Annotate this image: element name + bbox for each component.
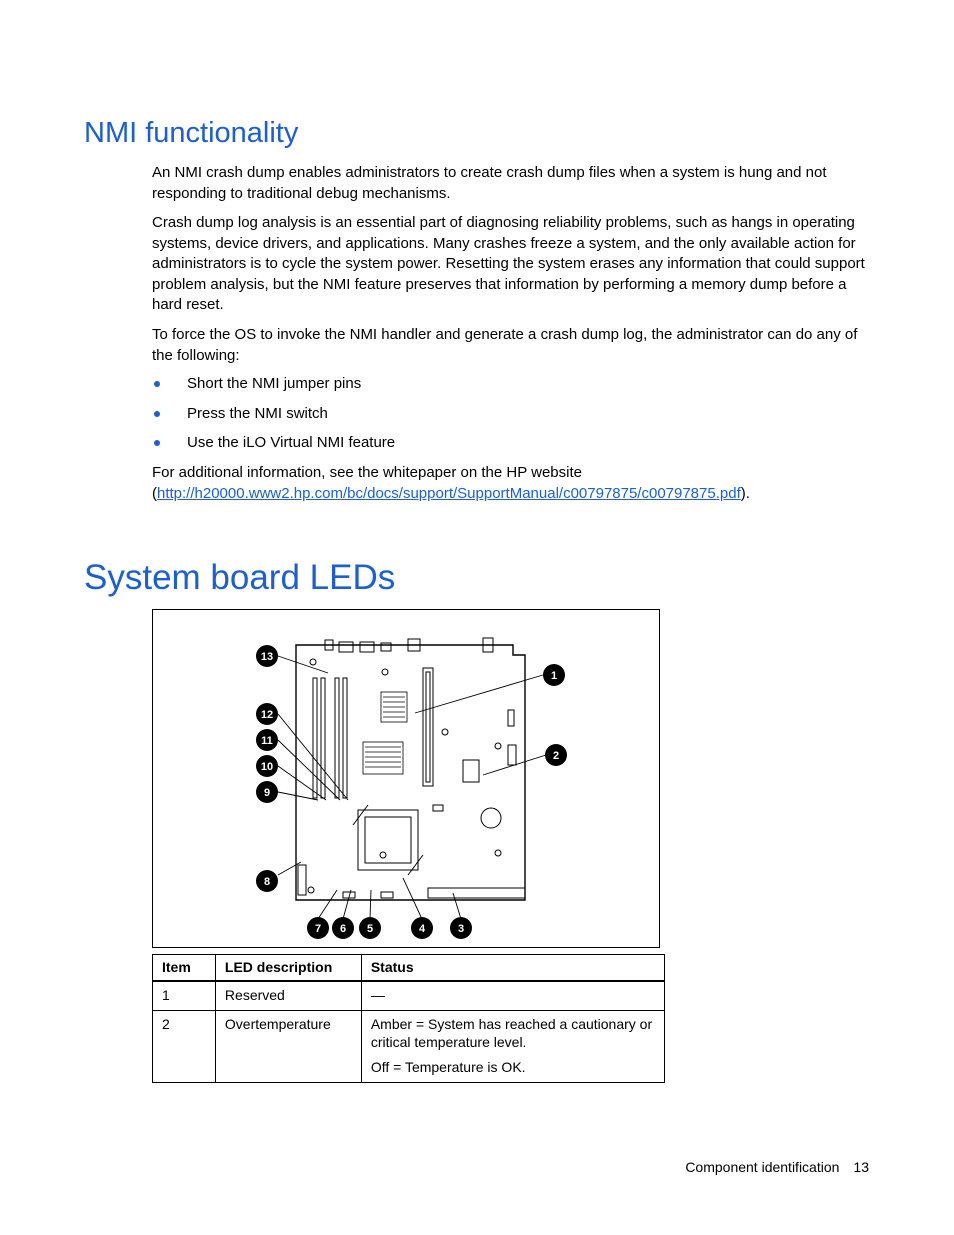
status-text: — bbox=[370, 986, 385, 1003]
callout-13 bbox=[256, 645, 278, 667]
table-header-row bbox=[153, 955, 665, 981]
callout-9 bbox=[256, 781, 278, 803]
list-item-text: Press the NMI switch bbox=[187, 404, 328, 422]
callout-5 bbox=[359, 917, 381, 939]
table-row bbox=[153, 1010, 665, 1082]
whitepaper-link[interactable]: http://h20000.www2.hp.com/bc/docs/support/SupportManual/c00797875/c00797875.pdf bbox=[157, 484, 741, 502]
open-paren: ( bbox=[152, 484, 157, 502]
description-cell: Reserved bbox=[215, 981, 361, 1011]
svg-text:6: 6 bbox=[339, 923, 347, 935]
svg-text:2: 2 bbox=[552, 750, 560, 762]
svg-text:4: 4 bbox=[418, 923, 426, 935]
force-nmi-paragraph: To force the OS to invoke the NMI handler and generate a crash dump log, the administrator can do any of the following: bbox=[152, 326, 858, 364]
callout-4 bbox=[411, 917, 433, 939]
close-paren: ). bbox=[740, 484, 750, 502]
column-header-status: Status bbox=[361, 955, 664, 981]
callout-1 bbox=[543, 664, 565, 686]
table-row bbox=[153, 981, 665, 1011]
callout-11 bbox=[256, 729, 278, 751]
callout-3 bbox=[450, 917, 472, 939]
bullet-icon bbox=[154, 440, 160, 446]
nmi-section-heading: NMI functionality bbox=[84, 117, 299, 149]
system-board-diagram bbox=[153, 610, 659, 947]
callout-6 bbox=[332, 917, 354, 939]
crash-dump-paragraph: Crash dump log analysis is an essential part of diagnosing reliability problems, such as hangs in operating systems, device drivers, and applications. Many crashes freeze a system, and the only available action for administrators is to cycle the system power. Resetting the system erases any information that could support problem analysis, but the NMI feature preserves that information by performing a memory dump before a hard reset. bbox=[152, 214, 865, 313]
callout-8 bbox=[256, 870, 278, 892]
status-cell bbox=[361, 981, 664, 1011]
bullet-icon bbox=[154, 411, 160, 417]
svg-text:5: 5 bbox=[366, 923, 374, 935]
additional-info-paragraph bbox=[152, 463, 870, 504]
page-number: 13 bbox=[853, 1159, 869, 1175]
svg-text:1: 1 bbox=[550, 670, 558, 682]
item-cell: 2 bbox=[153, 1010, 216, 1082]
status-text: Off = Temperature is OK. bbox=[370, 1058, 526, 1075]
svg-text:7: 7 bbox=[314, 923, 322, 935]
list-item-text: Use the iLO Virtual NMI feature bbox=[187, 434, 396, 451]
led-table bbox=[152, 954, 665, 1083]
svg-text:10: 10 bbox=[260, 761, 274, 773]
svg-text:3: 3 bbox=[457, 923, 465, 935]
status-text: Amber = System has reached a cautionary or critical temperature level. bbox=[370, 1015, 653, 1050]
column-header-led-description: LED description bbox=[215, 955, 361, 981]
list-item-text: Short the NMI jumper pins bbox=[187, 375, 362, 392]
svg-text:12: 12 bbox=[260, 709, 274, 721]
status-cell bbox=[361, 1010, 664, 1082]
callout-12 bbox=[256, 703, 278, 725]
footer-section-title: Component identification bbox=[685, 1159, 840, 1175]
callout-2 bbox=[545, 744, 567, 766]
additional-info-text: For additional information, see the whitepaper on the HP website bbox=[152, 464, 582, 481]
system-board-figure bbox=[152, 609, 660, 948]
svg-text:11: 11 bbox=[261, 735, 273, 747]
list-item bbox=[152, 374, 395, 404]
list-item bbox=[152, 404, 395, 434]
nmi-options-list bbox=[152, 374, 395, 463]
nmi-intro-paragraph: An NMI crash dump enables administrators to create crash dump files when a system is hung and not responding to traditional debug mechanisms. bbox=[152, 164, 827, 202]
callout-10 bbox=[256, 755, 278, 777]
column-header-item: Item bbox=[153, 955, 216, 981]
system-board-leds-heading: System board LEDs bbox=[84, 558, 396, 597]
svg-text:9: 9 bbox=[263, 787, 271, 799]
callout-7 bbox=[307, 917, 329, 939]
svg-text:8: 8 bbox=[263, 876, 271, 888]
item-cell: 1 bbox=[153, 981, 216, 1011]
page-footer bbox=[685, 1159, 869, 1175]
description-cell: Overtemperature bbox=[215, 1010, 361, 1082]
list-item bbox=[152, 433, 395, 463]
svg-text:13: 13 bbox=[260, 651, 274, 663]
bullet-icon bbox=[154, 381, 160, 387]
